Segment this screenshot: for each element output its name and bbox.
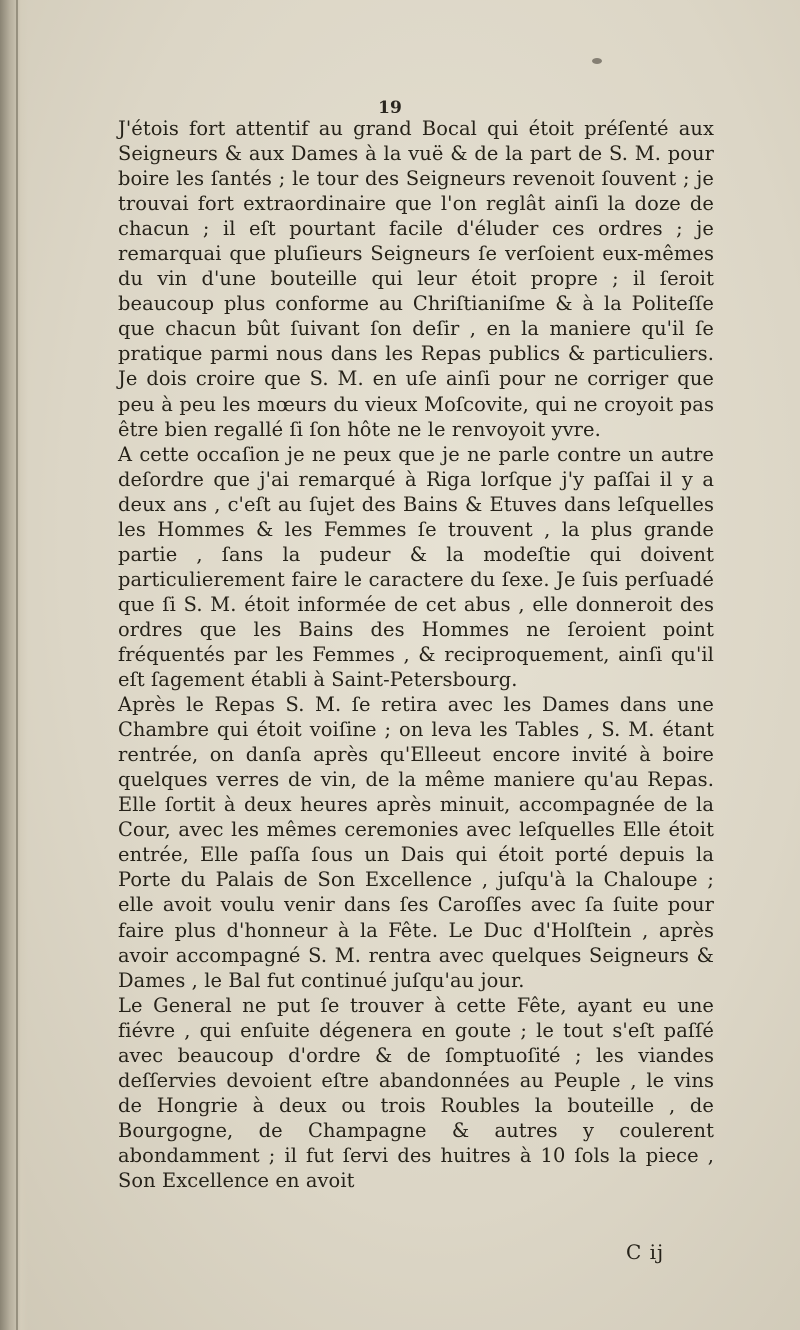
page-number: 19 (378, 98, 402, 118)
body-text (118, 116, 714, 1193)
paragraph-1: J'étois fort attentif au grand Bocal qui étoit préſenté aux Seigneurs & aux Dames à la vuë & de la part de S. M. pour boire les ſantés ; le tour des Seigneurs revenoit ſouvent ; je trouvai fort extraordinaire que l'on reglât ainſi la doze de chacun ; il eſt pourtant facile d'éluder ces ordres ; je remarquai que pluſieurs Seigneurs ſe verſoient eux-mêmes du vin d'une bouteille qui leur étoit propre ; il ſeroit beaucoup plus conforme au Chriſtianiſme & à la Politeſſe que chacun bût ſuivant ſon deſir , en la maniere qu'il ſe pratique parmi nous dans les Repas publics & particuliers. Je dois croire que S. M. en uſe ainſi pour ne corriger que peu à peu les mœurs du vieux Moſcovite, qui ne croyoit pas être bien regallé ſi ſon hôte ne le renvoyoit yvre. (118, 117, 714, 441)
ink-spot (592, 58, 602, 64)
paragraph-3: Après le Repas S. M. ſe retira avec les Dames dans une Chambre qui étoit voiſine ; on leva les Tables , S. M. étant rentrée, on danſa après qu'Elleeut encore invité à boire quelques verres de vin, de la même maniere qu'au Repas. Elle ſortit à deux heures après minuit, accompagnée de la Cour, avec les mêmes ceremonies avec leſquelles Elle étoit entrée, Elle paſſa ſous un Dais qui étoit porté depuis la Porte du Palais de Son Excellence , juſqu'à la Chaloupe ; elle avoit voulu venir dans ſes Caroſſes avec ſa ſuite pour faire plus d'honneur à la Fête. Le Duc d'Holſtein , après avoir accompagné S. M. rentra avec quelques Seigneurs & Dames , le Bal fut continué juſqu'au jour. (118, 693, 714, 992)
signature-mark: C ij (626, 1240, 665, 1264)
paragraph-4: Le General ne put ſe trouver à cette Fête, ayant eu une fiévre , qui enſuite dégenera en goute ; le tout s'eſt paſſé avec beaucoup d'ordre & de ſomptuoſité ; les viandes deſſervies devoient eſtre abandonnées au Peuple , le vins de Hongrie à deux ou trois Roubles la bouteille , de Bourgogne, de Champagne & autres y coulerent abondamment ; il fut ſervi des huitres à 10 ſols la piece , Son Excellence en avoit (118, 993, 714, 1192)
paragraph-2: A cette occaſion je ne peux que je ne parle contre un autre deſordre que j'ai remarqué à Riga lorſque j'y paſſai il y a deux ans , c'eſt au ſujet des Bains & Etuves dans leſquelles les Hommes & les Femmes ſe trouvent , la plus grande partie , ſans la pudeur & la modeſtie qui doivent particulierement faire le caractere du ſexe. Je ſuis perſuadé que ſi S. M. étoit informée de cet abus , elle donneroit des ordres que les Bains des Hommes ne ſeroient point fréquentés par les Femmes , & reciproquement, ainſi qu'il eſt ſagement établi à Saint-Petersbourg. (118, 442, 714, 692)
binding-shadow (16, 0, 18, 1330)
page-gutter (0, 0, 28, 1330)
